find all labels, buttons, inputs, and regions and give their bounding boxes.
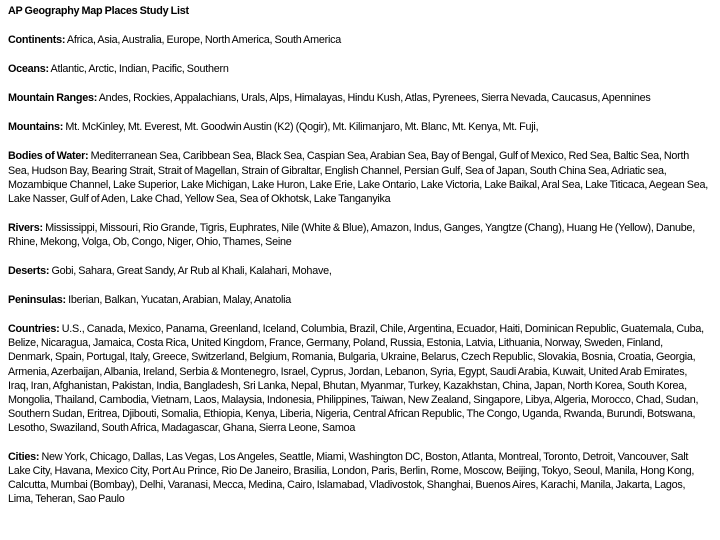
section-oceans	[8, 62, 708, 76]
section-continents	[8, 33, 708, 47]
document-title: AP Geography Map Places Study List	[8, 5, 189, 17]
section-countries	[8, 322, 708, 435]
section-label: Deserts:	[8, 265, 50, 278]
section-mountains	[8, 120, 708, 134]
section-label: Continents:	[8, 34, 66, 47]
section-label: Mountains:	[8, 121, 64, 134]
section-text: New York, Chicago, Dallas, Las Vegas, Los Angeles, Seattle, Miami, Washington DC, Boston, Atlanta, Montreal, Toronto, Detroit, Vancouver, Salt Lake City, Havana, Mexico City, Port Au Prince, Rio De Janeiro, Brasilia, London, Paris, Berlin, Rome, Moscow, Beijing, Tokyo, Seoul, Manila, Hong Kong, Calcutta, Mumbai (Bombay), Delhi, Varanasi, Mecca, Medina, Cairo, Islamabad, Vladivostok, Shanghai, Buenos Aires, Karachi, Manila, Jakarta, Lagos, Lima, Teheran, Sao Paulo	[8, 450, 695, 506]
section-cities	[8, 450, 708, 506]
section-text: Gobi, Sahara, Great Sandy, Ar Rub al Khali, Kalahari, Mohave,	[51, 265, 332, 278]
section-text: Iberian, Balkan, Yucatan, Arabian, Malay, Anatolia	[68, 294, 291, 307]
section-text: Africa, Asia, Australia, Europe, North America, South America	[66, 34, 341, 47]
section-label: Countries:	[8, 323, 60, 336]
section-text: Mediterranean Sea, Caribbean Sea, Black Sea, Caspian Sea, Arabian Sea, Bay of Bengal, Gulf of Mexico, Red Sea, Baltic Sea, North Sea, Hudson Bay, Bearing Strait, Strait of Magellan, Strain of Gibraltar, English Channel, Persian Gulf, Sea of Japan, South China Sea, Adriatic sea, Mozambique Channel, Lake Superior, Lake Michigan, Lake Huron, Lake Erie, Lake Ontario, Lake Victoria, Lake Baikal, Aral Sea, Lake Titicaca, Aegean Sea, Lake Nasser, Gulf of Aden, Lake Chad, Yellow Sea, Sea of Okhotsk, Lake Tanganyika	[8, 150, 708, 205]
section-text: Atlantic, Arctic, Indian, Pacific, Southern	[50, 63, 229, 76]
section-deserts	[8, 264, 708, 278]
section-mountain-ranges	[8, 91, 708, 105]
section-label: Mountain Ranges:	[8, 92, 98, 105]
section-text: Mississippi, Missouri, Rio Grande, Tigris, Euphrates, Nile (White & Blue), Amazon, Indus, Ganges, Yangtze (Chang), Huang He (Yellow), Danube, Rhine, Mekong, Volga, Ob, Congo, Niger, Ohio, Thames, Seine	[8, 221, 695, 248]
section-rivers	[8, 221, 708, 249]
section-label: Bodies of Water:	[8, 150, 89, 163]
section-text: Mt. McKinley, Mt. Everest, Mt. Goodwin Austin (K2) (Qogir), Mt. Kilimanjaro, Mt. Blanc, Mt. Kenya, Mt. Fuji,	[65, 121, 539, 134]
section-text: Andes, Rockies, Appalachians, Urals, Alps, Himalayas, Hindu Kush, Atlas, Pyrenees, Sierra Nevada, Caucasus, Apennines	[98, 92, 651, 105]
section-label: Rivers:	[8, 221, 43, 234]
section-bodies-of-water	[8, 149, 708, 205]
section-label: Oceans:	[8, 63, 49, 76]
section-label: Cities:	[8, 450, 40, 463]
section-peninsulas	[8, 293, 708, 307]
section-text: U.S., Canada, Mexico, Panama, Greenland, Iceland, Columbia, Brazil, Chile, Argentina, Ecuador, Haiti, Dominican Republic, Guatemala, Cuba, Belize, Nicaragua, Jamaica, Costa Rica, United Kingdom, France, Germany, Poland, Russia, Estonia, Latvia, Lithuania, Norway, Sweden, Finland, Denmark, Spain, Portugal, Italy, Greece, Switzerland, Belgium, Romania, Bulgaria, Ukraine, Belarus, Czech Republic, Slovakia, Bosnia, Croatia, Georgia, Armenia, Azerbaijan, Albania, Ireland, Serbia & Montenegro, Israel, Cyprus, Jordan, Lebanon, Syria, Egypt, Saudi Arabia, Kuwait, United Arab Emirates, Iraq, Iran, Afghanistan, Pakistan, India, Bangladesh, Sri Lanka, Nepal, Bhutan, Myanmar, Turkey, Kazakhstan, China, Japan, North Korea, South Korea, Mongolia, Thailand, Cambodia, Vietnam, Laos, Malaysia, Indonesia, Philippines, Taiwan, New Zealand, Singapore, Libya, Algeria, Morocco, Chad, Sudan, Southern Sudan, Eritrea, Djibouti, Somalia, Ethiopia, Kenya, Liberia, Nigeria, Central African Republic, The Congo, Uganda, Rwanda, Burundi, Botswana, Lesotho, Swaziland, South Africa, Madagascar, Ghana, Sierra Leone, Samoa	[8, 323, 704, 434]
section-label: Peninsulas:	[8, 294, 66, 307]
